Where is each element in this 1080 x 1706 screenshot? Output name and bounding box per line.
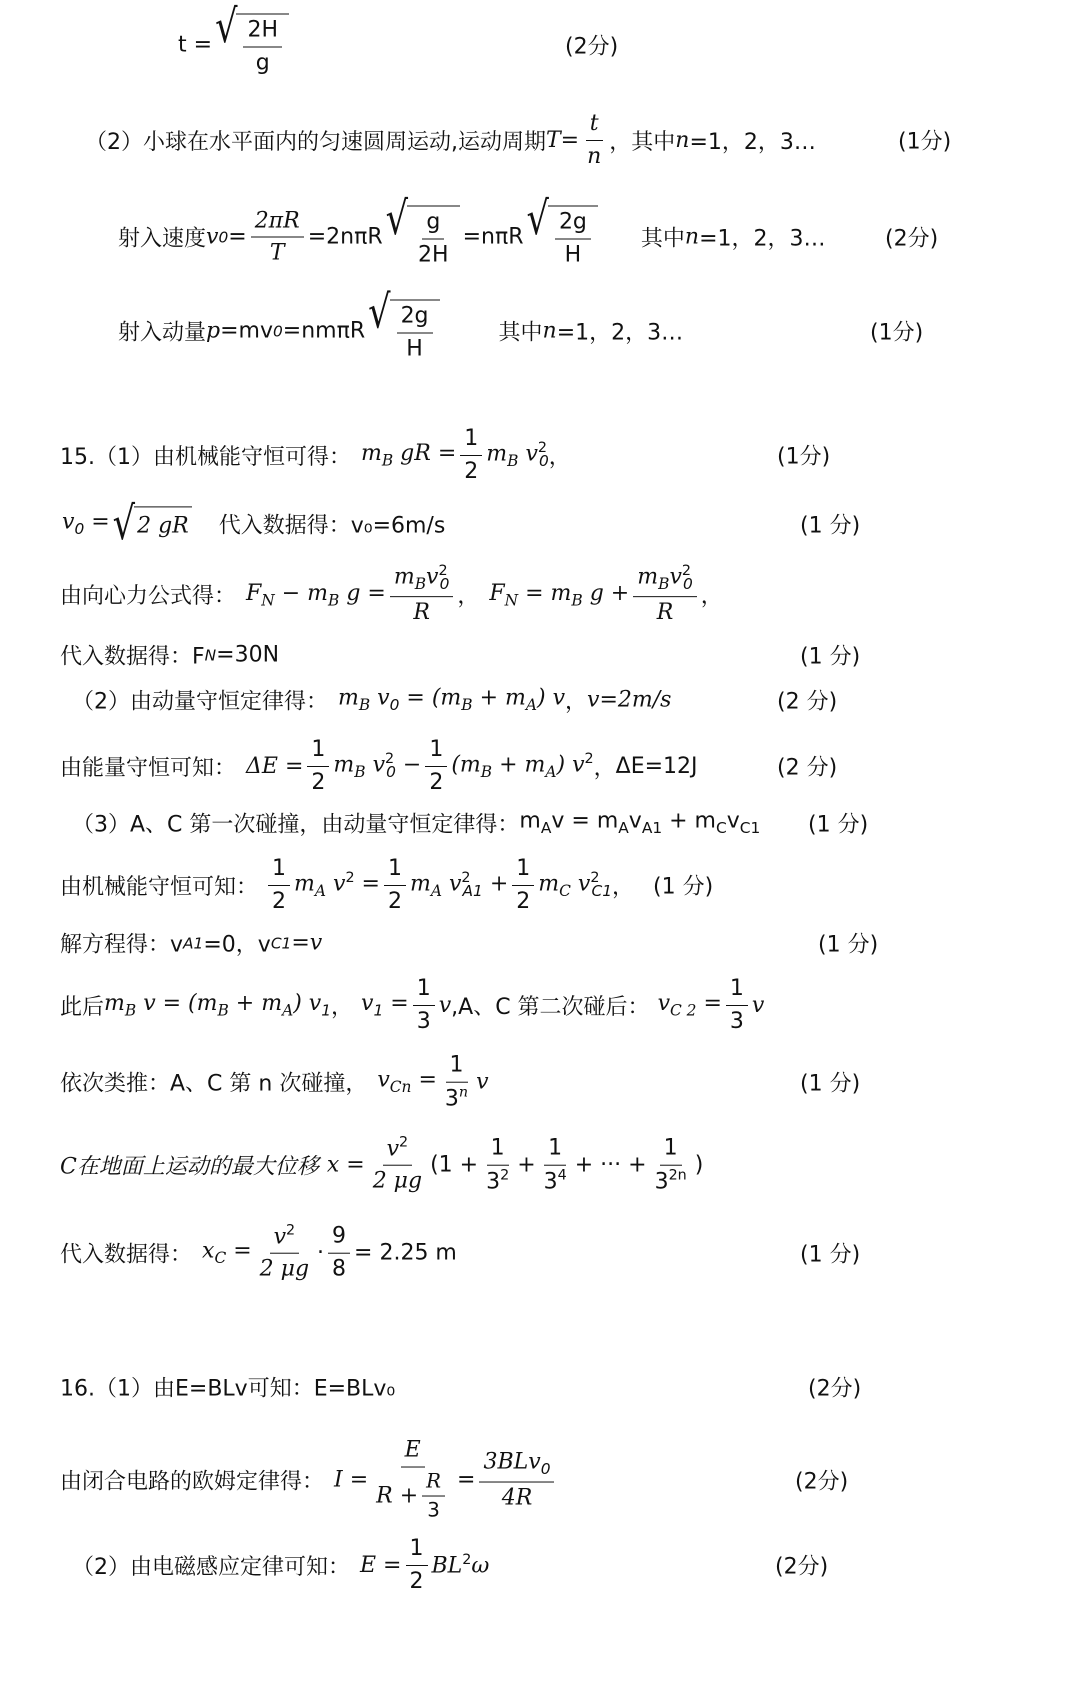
text: 此后 — [60, 994, 105, 1020]
text: ΔE=12J — [615, 753, 698, 779]
frac-den: g — [255, 50, 270, 75]
q16-line1 — [0, 1347, 1080, 1427]
q15-line6-text: 由能量守恒可知： ΔE = $\frac{1}{2}$ $m_B$ $v^2_0$ − $\frac{1}{2}$ $(m_B + m_A)$ $v^2$ ， ΔE=12J — [60, 737, 698, 795]
frac-num: 2πR — [251, 207, 304, 238]
score: (1分) — [898, 129, 952, 155]
q15-line13 — [0, 1213, 1080, 1293]
eq-time-lhs: t = — [178, 32, 213, 58]
text: =2nπR — [307, 224, 383, 250]
frac-num: t — [586, 110, 603, 141]
eq-velocity — [0, 192, 1080, 277]
score: (1分) — [870, 320, 924, 346]
sub: C1 — [270, 934, 292, 952]
score: (2分) — [565, 34, 619, 60]
q15-line5-text: （2）由动量守恒定律得： $m_B$ $v_0 = (m_B + m_A)$ v ， v=2m/s — [72, 685, 672, 715]
q15-line3-text: 由向心力公式得： $F_N - m_B$ g = $\frac{m_Bv^2_0}{R}$ ， $F_N = m_B$ g + $\frac{m_Bv^2_0}{R}$ ， — [60, 563, 723, 626]
q15-line12 — [0, 1125, 1080, 1205]
sym-p: p — [206, 318, 221, 344]
frac-den: n — [587, 143, 602, 169]
frac-num: 2g — [397, 303, 433, 334]
frac-den: H — [564, 242, 582, 267]
text: 射入动量 — [118, 320, 207, 346]
sym-n: n — [684, 224, 700, 250]
score: (1分) — [777, 444, 831, 470]
q15-line11 — [0, 1042, 1080, 1122]
text: 射入速度 — [118, 226, 207, 252]
score: (2分) — [795, 1469, 849, 1495]
score: (1 分) — [808, 812, 869, 838]
score: (2分) — [885, 226, 939, 252]
q15-line10-text: 此后 $m_B$ $v = (m_B + m_A)$ $v_1$ ， $v_1$ = $\frac{1}{3}$ v ,A、C 第二次碰后： $v_{C 2}$ = $\frac{1}{3}$ v — [60, 976, 765, 1034]
q15-line10 — [0, 965, 1080, 1045]
eq-momentum-text — [118, 286, 684, 363]
text: =v — [291, 930, 323, 956]
score: (1 分) — [653, 874, 714, 900]
q16-line3 — [0, 1525, 1080, 1605]
sym-v: v — [206, 224, 219, 250]
eq-time-formula — [178, 0, 292, 77]
text: 15.（1）由机械能守恒可得： — [60, 444, 351, 470]
score: (2 分) — [777, 689, 838, 715]
eq-period-text — [85, 110, 816, 170]
sqrt: √ $\frac{2g}{H}$ — [527, 206, 598, 269]
text: （2）由动量守恒定律得： — [72, 689, 328, 715]
sqrt: √ $\frac{g}{2H}$ — [386, 206, 460, 269]
sqrt: √ $\frac{2H}{g}$ — [215, 14, 289, 77]
text: ,A、C 第二次碰后： — [451, 994, 650, 1020]
sym-n: n — [675, 127, 690, 153]
text: =nmπR — [282, 318, 366, 344]
text: 由机械能守恒可知： — [60, 874, 259, 900]
text: 其中 — [498, 320, 543, 346]
q16-line2-text: 由闭合电路的欧姆定律得： I = E R + $\frac{R}{3}$ = $\frac{3BLv_0}{4R}$ — [60, 1437, 558, 1524]
text: C在地面上运动的最大位移 — [60, 1154, 319, 1180]
q15-line7-text: （3）A、C 第一次碰撞，由动量守恒定律得： $m_Av = m_Av_{A1} + m_Cv_{C1}$ — [72, 808, 761, 838]
sub: A1 — [183, 934, 204, 952]
text: 代入数据得： — [60, 1242, 193, 1268]
sub: 0 — [218, 228, 229, 246]
text: =0，v — [203, 932, 271, 958]
frac-num: 2H — [243, 17, 282, 48]
frac-den: 2H — [418, 242, 449, 267]
sym-T: T= — [546, 127, 580, 153]
text: 代入数据得：v₀=6m/s — [218, 513, 446, 539]
eq-period — [0, 100, 1080, 180]
text: 由能量守恒可知： — [60, 755, 237, 781]
text: =1，2，3… — [556, 320, 684, 346]
text: =mv — [220, 318, 273, 344]
text: 由闭合电路的欧姆定律得： — [60, 1469, 325, 1495]
eq-momentum — [0, 286, 1080, 371]
q15-line2 — [0, 484, 1080, 564]
score: (1 分) — [800, 1242, 861, 1268]
score: (1 分) — [800, 513, 861, 539]
q16-line2 — [0, 1425, 1080, 1535]
q15-line1 — [0, 415, 1080, 495]
score: (2 分) — [777, 755, 838, 781]
text: = — [228, 224, 247, 250]
q16-line3-text: （2）由电磁感应定律可知： E = $\frac{1}{2}$ $BL^2\omega$ — [72, 1536, 490, 1594]
text: =1，2，3… — [699, 226, 826, 252]
text: 由向心力公式得： — [60, 584, 237, 610]
sub: 0 — [273, 322, 283, 340]
eq-time — [0, 0, 1080, 85]
q15-line2-text: $v_0$ = √ 2 gR 代入数据得：v₀=6m/s — [62, 497, 446, 551]
score: (1 分) — [800, 644, 861, 670]
text: 解方程得：v — [60, 932, 184, 958]
q16-line1-text — [60, 1372, 395, 1403]
sub: N — [204, 646, 217, 664]
q15-line1-text: 15.（1）由机械能守恒可得： $m_B$ gR = $\frac{1}{2}$ $m_B$ $v^2_0$ ， — [60, 426, 571, 484]
q15-line8-text: 由机械能守恒可知： $\frac{1}{2}$ $m_A$ $v^2$ = $\frac{1}{2}$ $m_A$ $v^2_{A1}$ + $\frac{1}{2}$ $m_C$ $v^2_{C1}$ ， — [60, 856, 635, 914]
score: (1 分) — [800, 1071, 861, 1097]
text: =1，2，3… — [689, 129, 816, 155]
text: （2）由电磁感应定律可知： — [72, 1554, 350, 1580]
text: 代入数据得：F — [60, 644, 205, 670]
q15-line13-text: 代入数据得： $x_C$ = $\frac{v^2}{2 \mu g}$ · $\frac{9}{8}$ = 2.25 m — [60, 1222, 457, 1282]
sqrt: √ $\frac{2g}{H}$ — [368, 300, 439, 363]
text: = 2.25 m — [354, 1240, 457, 1266]
text: =30N — [216, 642, 280, 668]
eq-velocity-text — [118, 192, 826, 269]
text: 16.（1）由E=BLv可知：E=BLv₀ — [60, 1376, 396, 1402]
score: (2分) — [775, 1554, 829, 1580]
frac-den: T — [269, 240, 285, 266]
frac-den: H — [406, 336, 423, 361]
text: 依次类推：A、C 第 n 次碰撞， — [60, 1071, 368, 1097]
sym-n: n — [542, 318, 557, 344]
q15-line9-text — [60, 928, 322, 959]
q15-line12-text: C在地面上运动的最大位移 x = $\frac{v^2}{2 \mu g}$ (1 + $\frac{1}{3^2}$ + $\frac{1}{3^4}$ + ··· + $\frac{1}{3^{2n}}$ ) — [60, 1134, 704, 1194]
text: v=2m/s — [587, 687, 672, 713]
score: (1 分) — [818, 932, 879, 958]
text: 其中 — [640, 226, 685, 252]
frac-num: 2g — [555, 209, 591, 240]
text: =nπR — [462, 224, 524, 250]
text: （3）A、C 第一次碰撞，由动量守恒定律得： — [72, 812, 520, 838]
score: (2分) — [808, 1376, 862, 1402]
text: （2）小球在水平面内的匀速圆周运动,运动周期 — [85, 129, 546, 155]
q15-line11-text: 依次类推：A、C 第 n 次碰撞， $v_{Cn}$ = $\frac{1}{3^n}$ v — [60, 1052, 489, 1111]
text: ，其中 — [609, 129, 676, 155]
frac-num: g — [422, 209, 444, 240]
